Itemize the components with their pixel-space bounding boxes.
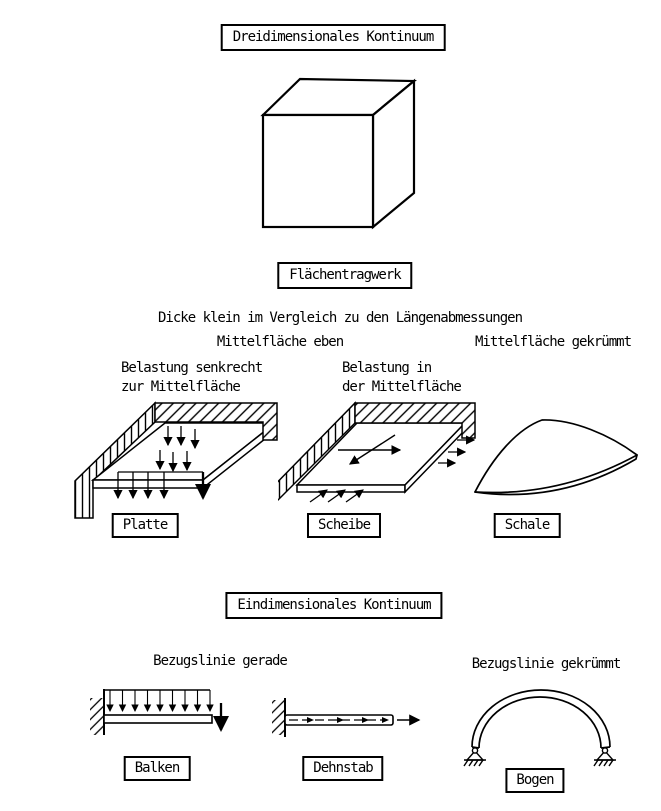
label-box-schale: Schale: [494, 513, 561, 538]
cube-front-face: [263, 115, 373, 227]
title-box-eindimensionales-kontinuum: Eindimensionales Kontinuum: [225, 592, 442, 619]
balken-beam: [104, 715, 212, 723]
dehnstab-figure: [268, 695, 428, 740]
title-box-flaechentragwerk: Flächentragwerk: [277, 262, 412, 289]
label-box-bogen: Bogen: [505, 768, 564, 793]
dehnstab-wall-hatching: [272, 700, 285, 735]
cube-figure: [250, 70, 430, 235]
bogen-figure: [452, 672, 632, 774]
heading-mittelflaeche-gekruemmt: Mittelfläche gekrümmt: [474, 334, 632, 350]
balken-wall-hatching: [90, 698, 104, 735]
caption-platte-line2: zur Mittelfläche: [121, 379, 240, 395]
balken-figure: [85, 683, 235, 743]
label-box-balken: Balken: [124, 756, 191, 781]
label-box-dehnstab: Dehnstab: [302, 756, 383, 781]
label-box-platte: Platte: [112, 513, 179, 538]
title-box-dreidimensionales-kontinuum: Dreidimensionales Kontinuum: [221, 24, 446, 51]
balken-distributed-load-arrows: [110, 690, 210, 711]
heading-bezugslinie-gerade: Bezugslinie gerade: [153, 653, 287, 669]
scheibe-front-face: [297, 485, 405, 492]
platte-figure: [60, 390, 295, 525]
schale-figure: [465, 405, 660, 505]
label-box-scheibe: Scheibe: [307, 513, 381, 538]
subtitle-dicke-klein: Dicke klein im Vergleich zu den Längenabmessungen: [157, 310, 523, 326]
caption-platte-line1: Belastung senkrecht: [121, 360, 263, 376]
scheibe-figure: [278, 390, 483, 525]
heading-mittelflaeche-eben: Mittelfläche eben: [216, 334, 344, 350]
bogen-left-support: [464, 748, 486, 766]
schale-shell-surface: [475, 420, 637, 493]
caption-scheibe-line2: der Mittelfläche: [342, 379, 461, 395]
bogen-right-support: [594, 748, 616, 766]
bogen-inner-arc: [479, 697, 601, 748]
heading-bezugslinie-gekruemmt: Bezugslinie gekrümmt: [471, 656, 621, 672]
caption-scheibe-line1: Belastung in: [342, 360, 432, 376]
